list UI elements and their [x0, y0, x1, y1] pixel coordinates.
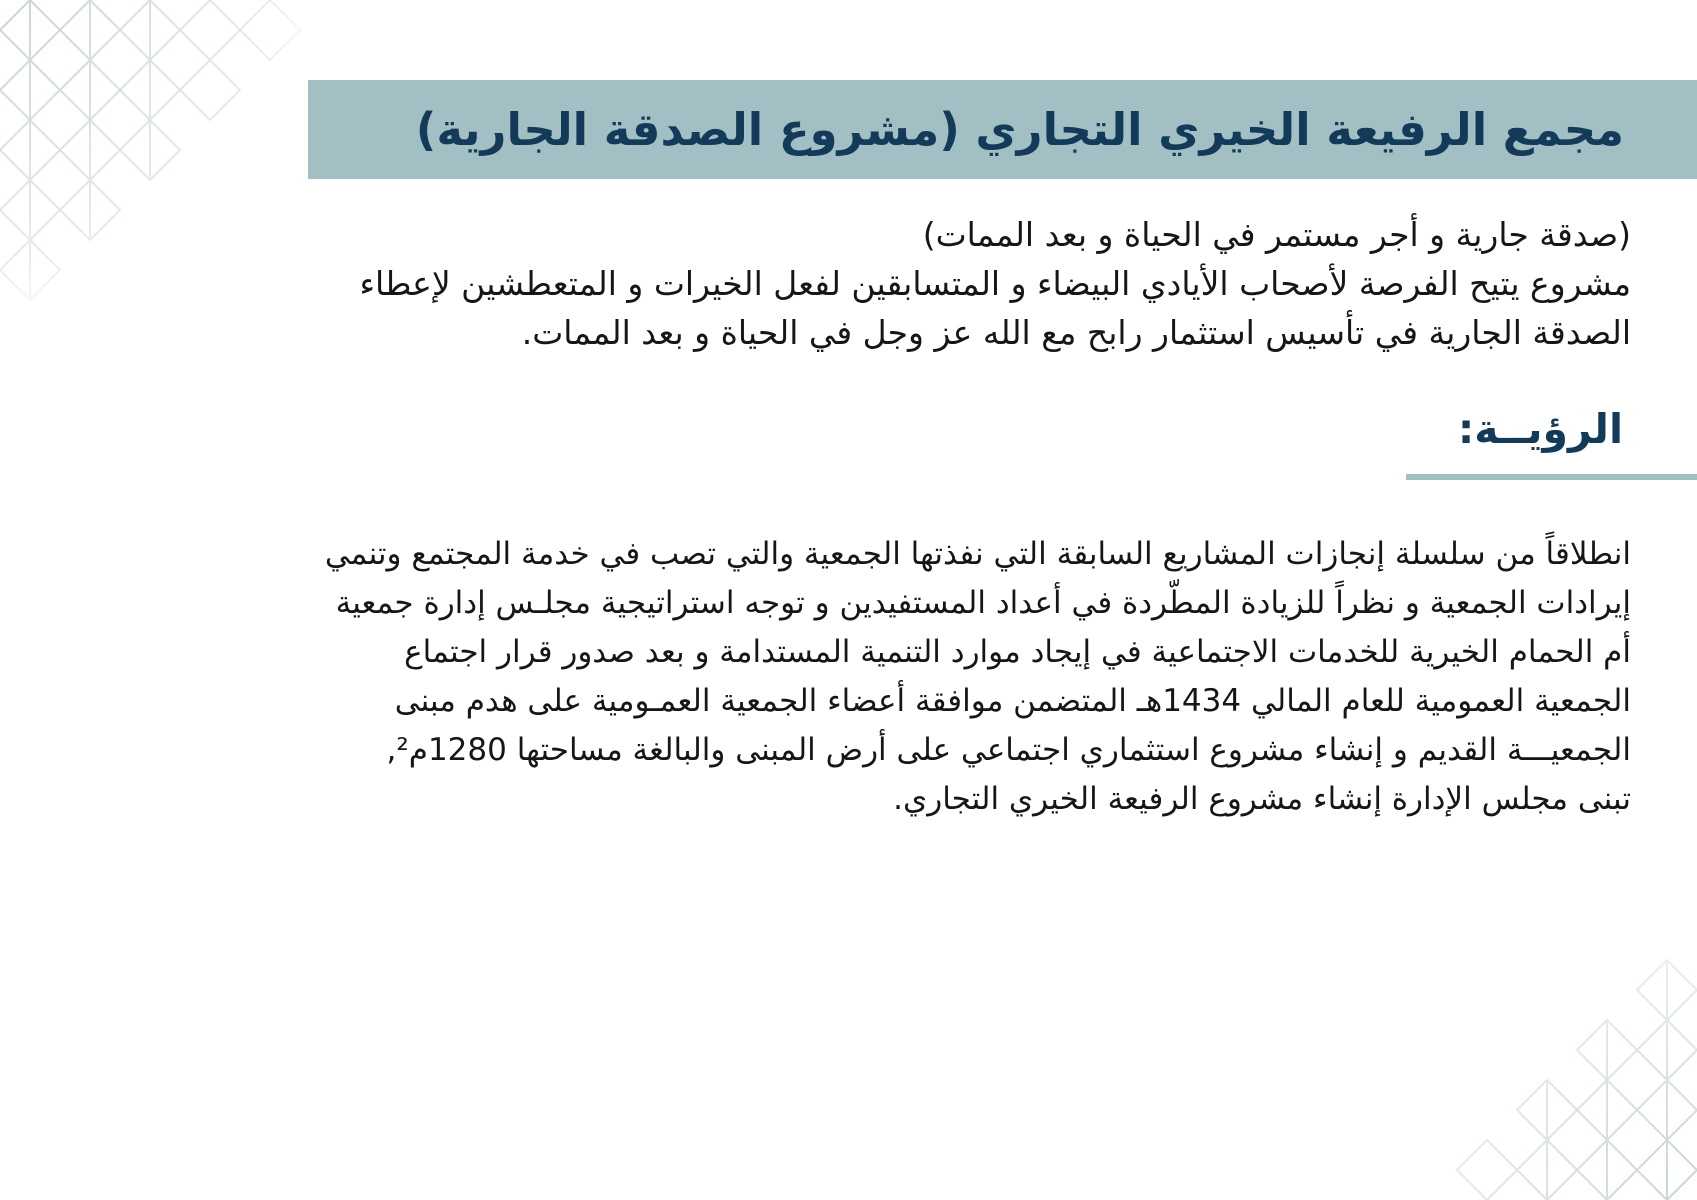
vision-line: الجمعية العمومية للعام المالي 1434هـ المتضمن موافقة أعضاء الجمعية العمـومية على هدم مبنى: [394, 683, 1631, 719]
intro-line: الصدقة الجارية في تأسيس استثمار رابح مع الله عز وجل في الحياة و بعد الممات.: [521, 313, 1631, 352]
intro-line: مشروع يتيح الفرصة لأصحاب الأيادي البيضاء و المتسابقين لفعل الخيرات و المتعطشين لإعطاء: [359, 264, 1631, 303]
vision-line: إيرادات الجمعية و نظراً للزيادة المطّردة في أعداد المستفيدين و توجه استراتيجية مجلـس إدارة جمعية: [335, 585, 1631, 621]
title-band: [308, 80, 1697, 179]
geometric-pattern-bottom-right: [1367, 900, 1697, 1200]
vision-underline: [1406, 474, 1697, 480]
intro-subtitle: (صدقة جارية و أجر مستمر في الحياة و بعد الممات): [922, 215, 1631, 254]
slide-title: مجمع الرفيعة الخيري التجاري (مشروع الصدقة الجارية): [415, 103, 1624, 156]
vision-line: تبنى مجلس الإدارة إنشاء مشروع الرفيعة الخيري التجاري.: [893, 781, 1631, 817]
intro-paragraph: [171, 210, 1631, 357]
vision-line: انطلاقاً من سلسلة إنجازات المشاريع السابقة التي نفذتها الجمعية والتي تصب في خدمة المجتمع وتنمي: [324, 536, 1631, 572]
vision-line: الجمعيـــة القديم و إنشاء مشروع استثماري اجتماعي على أرض المبنى والبالغة مساحتها 1280م²,: [386, 732, 1631, 768]
vision-line: أم الحمام الخيرية للخدمات الاجتماعية في إيجاد موارد التنمية المستدامة و بعد صدور قرار اجتماع: [404, 634, 1631, 670]
vision-heading: الرؤيــة:: [1457, 405, 1623, 453]
vision-paragraph: [31, 530, 1631, 824]
